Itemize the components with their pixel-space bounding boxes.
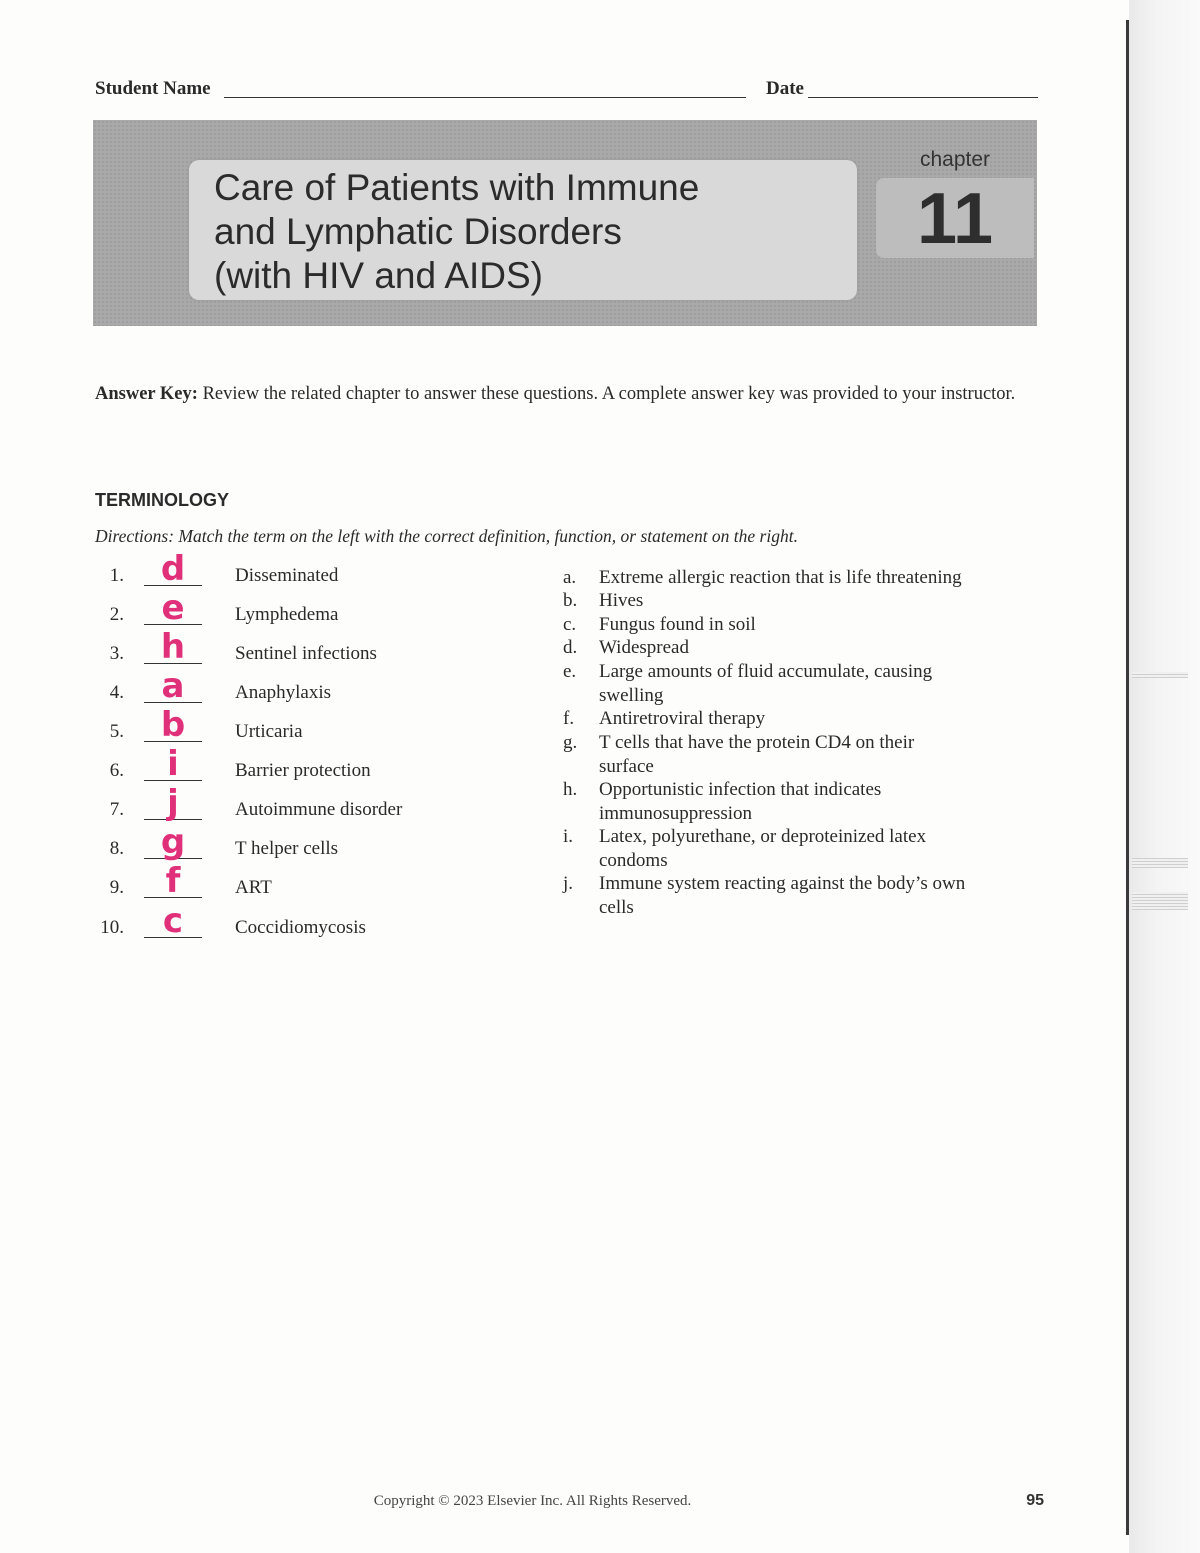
date-field[interactable] [808,97,1038,98]
page-number: 95 [1026,1492,1044,1509]
term-label: Anaphylaxis [235,682,332,703]
scan-edge-line [1126,20,1129,1535]
term-number: 5. [109,721,124,742]
term-row [95,901,535,947]
term-number: 1. [109,565,124,586]
term-number: 8. [109,838,124,859]
term-number: 3. [109,643,124,664]
section-heading: TERMINOLOGY [95,490,229,510]
scan-stripe [1132,892,1188,910]
scan-margin [1129,0,1200,1553]
chapter-title-line: and Lymphatic Disorders [214,211,622,252]
handwritten-answer: e [161,588,185,628]
term-label: Autoimmune disorder [235,799,403,820]
definition-text: Hives [599,590,644,611]
term-label: Coccidiomycosis [235,917,366,938]
chapter-title-line: (with HIV and AIDS) [214,255,544,296]
definition-text: Opportunistic infection that indicates immunosuppression [599,779,882,824]
scan-stripe [1132,858,1188,868]
term-label: Urticaria [235,721,303,742]
definition-text: Immune system reacting against the body’s own cells [599,873,966,918]
definition-letter: e. [563,661,577,682]
handwritten-answer: g [160,822,186,862]
handwritten-answer: i [167,744,179,784]
definition-letter: i. [563,826,574,847]
chapter-title [214,166,834,298]
term-label: ART [235,877,272,898]
definition-letter: b. [563,590,578,611]
student-name-field[interactable] [224,97,746,98]
handwritten-answer: d [160,549,186,589]
handwritten-answer: h [160,627,186,667]
handwritten-answer: c [162,901,184,941]
scan-stripe [1132,672,1188,678]
date-label: Date [766,78,804,99]
handwritten-answer: f [165,861,181,901]
definition-letter: h. [563,779,578,800]
handwritten-answer: b [160,705,186,745]
definition-text: Widespread [599,637,689,658]
definition-text: T cells that have the protein CD4 on their surface [599,732,915,777]
definition-text: Large amounts of fluid accumulate, causing swelling [599,661,933,706]
chapter-title-line: Care of Patients with Immune [214,167,700,208]
answer-key-label: Answer Key: [95,384,198,404]
term-label: Lymphedema [235,604,339,625]
term-number: 9. [109,877,124,898]
definition-letter: j. [563,873,574,894]
definition-text: Latex, polyurethane, or deproteinized latex condoms [599,826,927,871]
term-label: Sentinel infections [235,643,377,664]
term-number: 4. [109,682,124,703]
term-label: Disseminated [235,565,339,586]
definition-letter: c. [563,614,577,635]
definition-letter: f. [563,708,575,729]
term-number: 2. [109,604,124,625]
copyright-notice: Copyright © 2023 Elsevier Inc. All Rights Reserved. [373,1493,692,1509]
handwritten-answer: a [161,666,185,706]
definition-text: Antiretroviral therapy [599,708,766,729]
answer-key-text: Review the related chapter to answer these questions. A complete answer key was provided to your instructor. [202,384,1016,404]
term-label: Barrier protection [235,760,371,781]
chapter-label: chapter [919,148,991,171]
definition-letter: a. [563,567,577,588]
answer-key-note [95,382,1040,406]
chapter-number: 11 [916,179,994,259]
term-label: T helper cells [235,838,339,859]
student-name-label: Student Name [95,78,211,99]
directions-text: Directions: Match the term on the left with the correct definition, function, or statement on the right. [95,526,798,546]
definition-text: Fungus found in soil [599,614,756,635]
definition-letter: d. [563,637,578,658]
term-number: 6. [109,760,124,781]
term-number: 7. [109,799,124,820]
handwritten-answer: j [167,783,179,823]
term-number: 10. [100,917,124,938]
definition-letter: g. [563,732,578,753]
definition-text: Extreme allergic reaction that is life threatening [599,567,962,588]
